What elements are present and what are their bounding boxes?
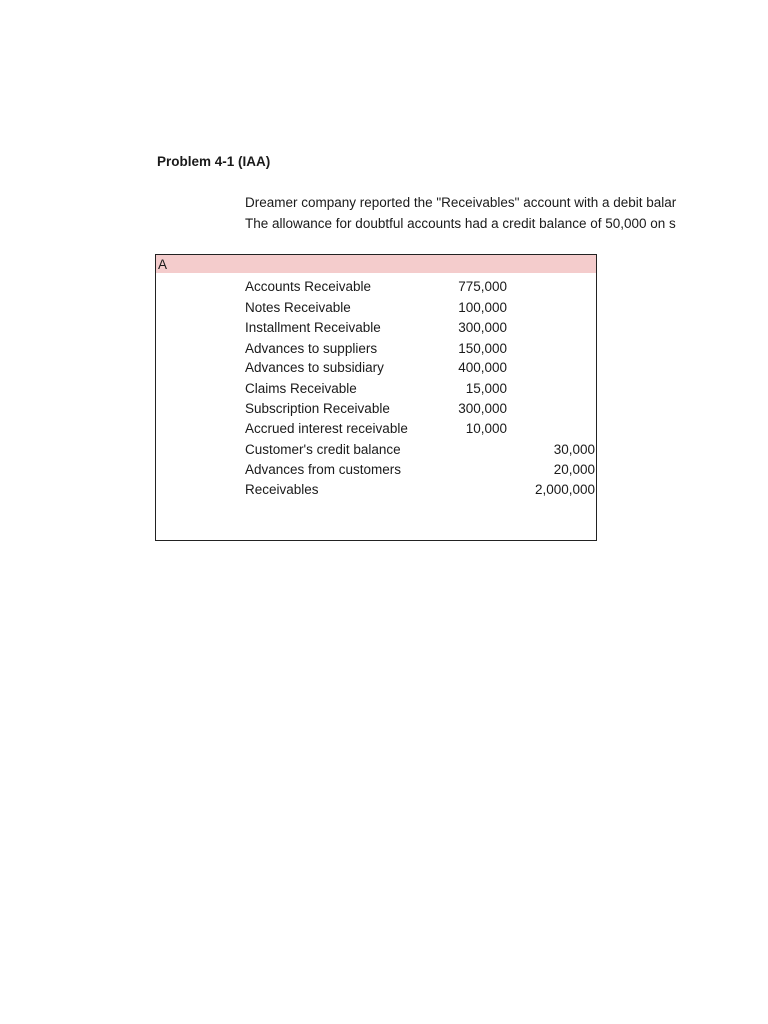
table-row (156, 480, 596, 500)
table-row (156, 358, 596, 378)
row-debit: 100,000 (458, 299, 507, 315)
table-row (156, 399, 596, 419)
table-row (156, 460, 596, 480)
row-label: Installment Receivable (245, 320, 381, 335)
row-label: Advances to suppliers (245, 340, 378, 356)
table-row (156, 298, 596, 318)
row-label: Accrued interest receivable (245, 421, 408, 436)
row-label: Subscription Receivable (245, 401, 390, 416)
row-credit: 30,000 (553, 441, 595, 457)
row-debit: 15,000 (465, 380, 507, 396)
row-label: Receivables (245, 481, 319, 497)
sheet-header-label: A (158, 257, 168, 272)
row-debit: 300,000 (458, 401, 507, 416)
row-credit: 20,000 (553, 461, 595, 477)
table-row (156, 339, 596, 359)
row-debit: 775,000 (458, 279, 507, 294)
row-debit: 400,000 (458, 360, 507, 375)
row-label: Accounts Receivable (245, 279, 372, 294)
row-debit: 150,000 (458, 340, 507, 356)
row-label: Advances to subsidiary (245, 360, 384, 375)
page-title: Problem 4-1 (IAA) (157, 154, 271, 169)
row-label: Claims Receivable (245, 380, 357, 396)
row-credit: 2,000,000 (534, 481, 595, 497)
table-row (156, 440, 596, 460)
row-debit: 10,000 (465, 421, 507, 436)
intro-line-1: Dreamer company reported the "Receivables" account with a debit balar (245, 195, 677, 210)
row-label: Customer's credit balance (245, 441, 401, 457)
sheet-header-bar (156, 255, 596, 273)
table-row (156, 277, 596, 297)
table-row (156, 318, 596, 338)
table-row (156, 419, 596, 439)
row-label: Notes Receivable (245, 299, 351, 315)
row-debit: 300,000 (458, 320, 507, 335)
table-row (156, 379, 596, 399)
spreadsheet-frame (155, 254, 597, 541)
intro-line-2: The allowance for doubtful accounts had a credit balance of 50,000 on s (245, 216, 676, 231)
row-label: Advances from customers (245, 461, 402, 477)
